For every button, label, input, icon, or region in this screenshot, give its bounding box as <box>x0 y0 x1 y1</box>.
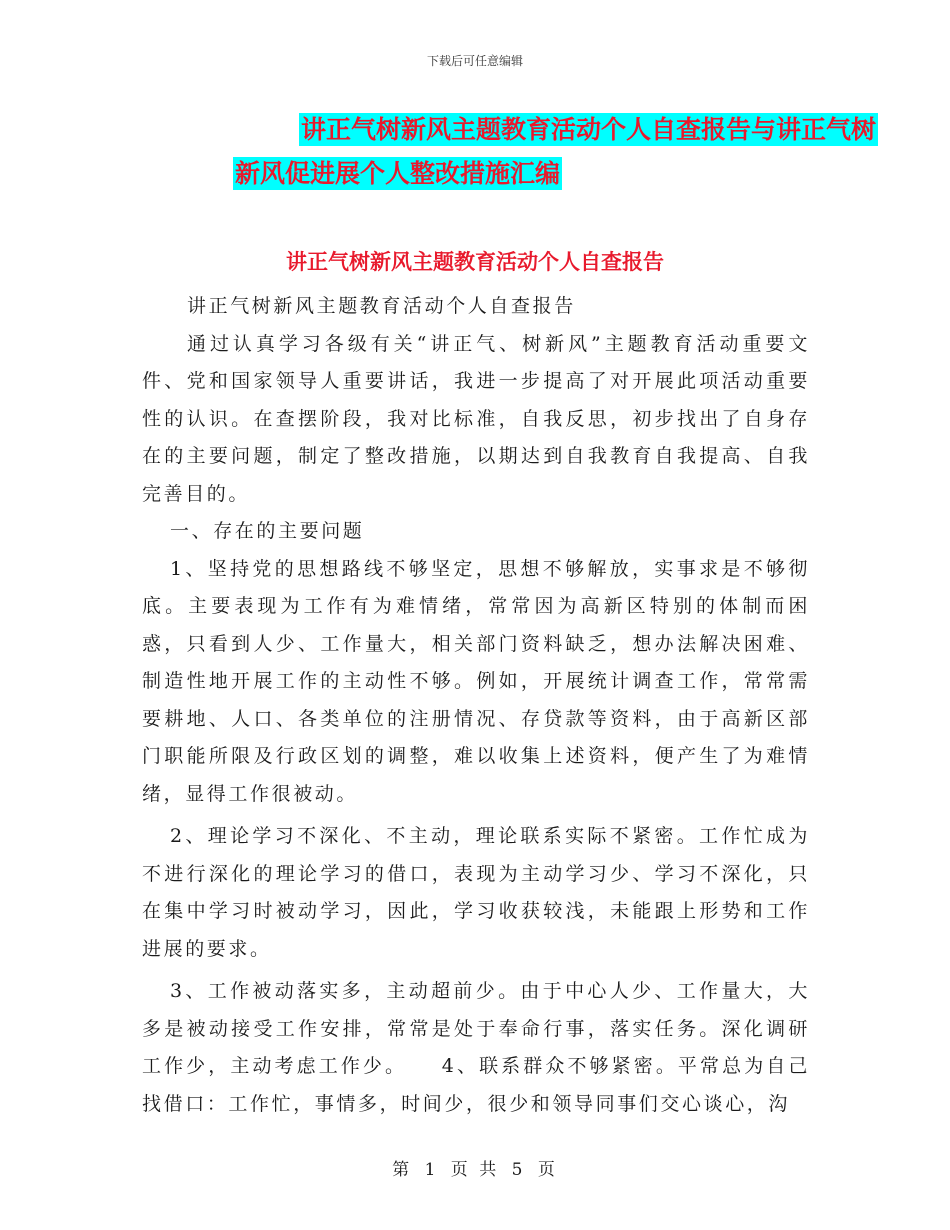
section-title: 讲正气树新风主题教育活动个人自查报告 <box>286 250 664 274</box>
footer-page-number: 1 <box>424 1160 439 1180</box>
paragraph-heading-problems: 一、存在的主要问题 <box>170 520 365 542</box>
header-note: 下载后可任意编辑 <box>426 54 523 68</box>
footer-suffix: 页 <box>537 1160 558 1180</box>
paragraph-problem-1: 1、坚持党的思想路线不够坚定，思想不够解放，实事求是不够彻底。主要表现为工作有为难情绪，常常因为高新区特别的体制而困惑，只看到人少、工作量大，相关部门资料缺乏，想办法解决困难、制造性地开展工作的主动性不够。例如，开展统计调查工作，常常需要耕地、人口、各类单位的注册情况、存贷款等资料，由于高新区部门职能所限及行政区划的调整，难以收集上述资料，便产生了为难情绪，显得工作很被动。 <box>142 557 810 805</box>
footer-total-pages: 5 <box>511 1160 526 1180</box>
paragraph-report-title: 讲正气树新风主题教育活动个人自查报告 <box>187 295 576 317</box>
paragraph-problem-2: 2、理论学习不深化、不主动，理论联系实际不紧密。工作忙成为不进行深化的理论学习的借口，表现为主动学习少、学习不深化，只在集中学习时被动学习，因此，学习收获较浅，未能跟上形势和工作进展的要求。 <box>142 825 810 960</box>
page-footer <box>0 1155 950 1180</box>
footer-mid: 页 共 <box>450 1160 500 1180</box>
main-title-line-1: 讲正气树新风主题教育活动个人自查报告与讲正气树 <box>300 115 876 144</box>
footer-prefix: 第 <box>392 1160 413 1180</box>
paragraph-intro: 通过认真学习各级有关“讲正气、树新风”主题教育活动重要文件、党和国家领导人重要讲话，我进一步提高了对开展此项活动重要性的认识。在查摆阶段，我对比标准，自我反思，初步找出了自身存在的主要问题，制定了整改措施，以期达到自我教育自我提高、自我完善目的。 <box>142 332 810 505</box>
main-title-line-2: 新风促进展个人整改措施汇编 <box>235 159 561 188</box>
document-main-title <box>140 108 876 196</box>
document-body <box>142 288 810 1123</box>
paragraph-problem-3-4: 3、工作被动落实多，主动超前少。由于中心人少、工作量大，大多是被动接受工作安排，常常是处于奉命行事，落实任务。深化调研工作少，主动考虑工作少。 4、联系群众不够紧密。平常总为自己找借口：工作忙，事情多，时间少，很少和领导同事们交心谈心，沟 <box>142 980 810 1115</box>
